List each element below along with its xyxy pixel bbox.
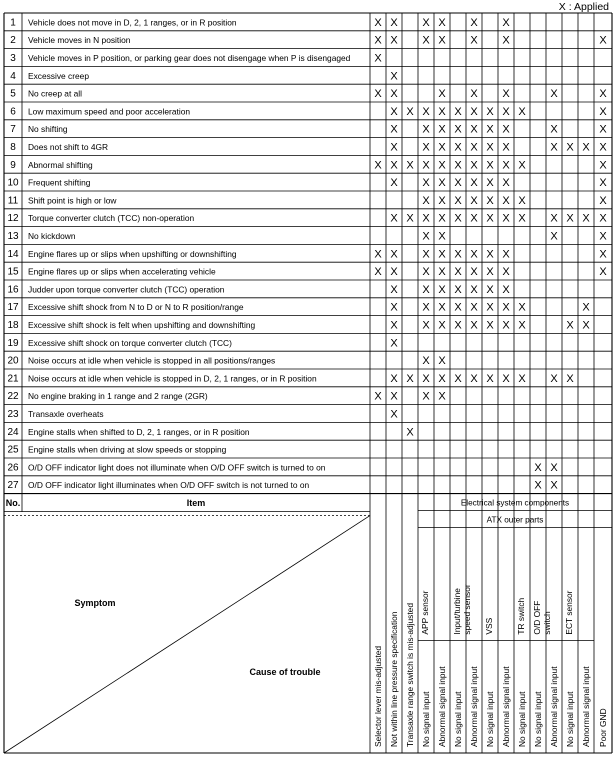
applied-mark: X — [390, 248, 398, 261]
row-number: 13 — [7, 231, 19, 242]
applied-mark: X — [502, 248, 510, 261]
applied-mark: X — [582, 141, 590, 154]
symptom-item-text: Judder upon torque converter clutch (TCC) operation — [28, 284, 225, 295]
applied-mark: X — [454, 212, 462, 225]
applied-mark: X — [502, 266, 510, 279]
symptom-item-text: Vehicle does not move in D, 2, 1 ranges, or in R position — [28, 17, 237, 28]
row-number: 22 — [7, 391, 19, 403]
atx-outer-parts-header: ATX outer parts — [486, 515, 544, 525]
applied-mark: X — [390, 123, 398, 136]
applied-mark: X — [438, 105, 446, 118]
applied-mark: X — [438, 319, 446, 332]
applied-mark: X — [390, 177, 398, 190]
applied-mark: X — [486, 301, 494, 314]
applied-mark: X — [550, 212, 558, 225]
applied-mark: X — [406, 212, 414, 225]
sensor-label: Input/turbine — [452, 588, 462, 635]
applied-mark: X — [454, 301, 462, 314]
applied-mark: X — [390, 34, 398, 47]
applied-mark: X — [502, 141, 510, 154]
row-number: 2 — [10, 35, 16, 47]
applied-mark: X — [406, 426, 414, 439]
cause-column-label: No signal input — [517, 691, 527, 747]
applied-mark: X — [438, 141, 446, 154]
electrical-components-header: Electrical system components — [460, 498, 570, 508]
symptom-item-text: Excessive shift shock from N to D or N to R position/range — [28, 302, 244, 313]
applied-mark: X — [390, 88, 398, 101]
applied-mark: X — [438, 212, 446, 225]
symptom-item-text: Abnormal shifting — [28, 159, 93, 170]
applied-mark: X — [438, 372, 446, 385]
symptom-item-text: Excessive shift shock on torque converter clutch (TCC) — [28, 337, 232, 348]
applied-mark: X — [502, 159, 510, 172]
row-number: 6 — [10, 106, 16, 118]
row-number: 26 — [7, 462, 19, 474]
applied-mark: X — [550, 479, 558, 492]
applied-mark: X — [470, 16, 478, 29]
applied-mark: X — [486, 194, 494, 207]
applied-mark: X — [422, 194, 430, 207]
applied-mark: X — [486, 248, 494, 261]
applied-mark: X — [374, 34, 382, 47]
applied-mark: X — [486, 177, 494, 190]
applied-mark: X — [422, 355, 430, 368]
applied-mark: X — [438, 34, 446, 47]
applied-mark: X — [550, 372, 558, 385]
applied-mark: X — [518, 194, 526, 207]
symptom-item-text: Noise occurs at idle when vehicle is stopped in D, 2, 1 ranges, or in R position — [28, 373, 317, 384]
symptom-item-text: Low maximum speed and poor acceleration — [28, 106, 191, 117]
applied-mark: X — [374, 390, 382, 403]
applied-mark: X — [438, 16, 446, 29]
row-number: 5 — [10, 88, 16, 100]
applied-mark: X — [486, 212, 494, 225]
applied-mark: X — [422, 266, 430, 279]
row-number: 14 — [7, 248, 19, 260]
applied-mark: X — [550, 141, 558, 154]
applied-mark: X — [454, 159, 462, 172]
applied-mark: X — [566, 372, 574, 385]
applied-mark: X — [454, 319, 462, 332]
row-number: 4 — [10, 70, 16, 82]
applied-mark: X — [502, 88, 510, 101]
row-number: 25 — [7, 444, 19, 456]
applied-mark: X — [374, 52, 382, 65]
applied-mark: X — [374, 16, 382, 29]
applied-mark: X — [438, 177, 446, 190]
applied-mark: X — [486, 283, 494, 296]
applied-mark: X — [470, 105, 478, 118]
applied-mark: X — [470, 141, 478, 154]
applied-mark: X — [599, 194, 607, 207]
applied-mark: X — [438, 159, 446, 172]
applied-mark: X — [486, 105, 494, 118]
applied-mark: X — [470, 159, 478, 172]
row-number: 21 — [7, 373, 19, 385]
row-number: 17 — [7, 302, 19, 314]
applied-mark: X — [454, 177, 462, 190]
applied-mark: X — [599, 248, 607, 261]
row-number: 10 — [7, 177, 19, 189]
applied-mark: X — [390, 301, 398, 314]
cause-column-label: No signal input — [565, 691, 575, 747]
applied-mark: X — [422, 283, 430, 296]
symptom-item-text: Engine flares up or slips when upshifting or downshifting — [28, 248, 237, 259]
applied-mark: X — [390, 141, 398, 154]
applied-mark: X — [422, 141, 430, 154]
applied-mark: X — [470, 212, 478, 225]
applied-mark: X — [390, 70, 398, 83]
applied-mark: X — [486, 159, 494, 172]
applied-mark: X — [599, 266, 607, 279]
applied-mark: X — [550, 88, 558, 101]
applied-mark: X — [550, 230, 558, 243]
row-number: 18 — [7, 320, 19, 331]
sensor-label: speed sensor — [462, 584, 472, 635]
cause-column-label: Poor GND — [598, 708, 608, 747]
applied-mark: X — [422, 230, 430, 243]
applied-mark: X — [599, 230, 607, 243]
symptom-item-text: Vehicle moves in N position — [28, 35, 131, 46]
applied-mark: X — [438, 194, 446, 207]
applied-mark: X — [502, 194, 510, 207]
applied-mark: X — [374, 159, 382, 172]
applied-mark: X — [518, 372, 526, 385]
applied-mark: X — [390, 372, 398, 385]
sensor-label: VSS — [484, 617, 494, 635]
symptom-item-text: Engine stalls when driving at slow speeds or stopping — [28, 444, 227, 455]
applied-mark: X — [422, 301, 430, 314]
applied-mark: X — [502, 283, 510, 296]
cause-column-label: Abnormal signal input — [549, 666, 559, 747]
symptom-item-text: Torque converter clutch (TCC) non-operation — [28, 213, 195, 224]
applied-mark: X — [438, 230, 446, 243]
applied-mark: X — [582, 212, 590, 225]
symptom-item-text: No engine braking in 1 range and 2 range (2GR) — [28, 391, 208, 402]
applied-mark: X — [390, 266, 398, 279]
applied-mark: X — [454, 123, 462, 136]
applied-mark: X — [422, 159, 430, 172]
symptom-item-text: Excessive creep — [28, 70, 89, 81]
applied-mark: X — [454, 248, 462, 261]
applied-mark: X — [518, 319, 526, 332]
symptom-item-text: O/D OFF indicator light does not illuminate when O/D OFF switch is turned to on — [28, 462, 326, 473]
cause-column-label: Abnormal signal input — [437, 666, 447, 747]
applied-mark: X — [518, 212, 526, 225]
applied-mark: X — [470, 88, 478, 101]
symptom-item-text: Engine flares up or slips when accelerating vehicle — [28, 266, 216, 277]
applied-mark: X — [486, 266, 494, 279]
applied-mark: X — [502, 123, 510, 136]
symptom-item-text: Engine stalls when shifted to D, 2, 1 ranges, or in R position — [28, 426, 250, 437]
applied-mark: X — [486, 372, 494, 385]
applied-mark: X — [470, 283, 478, 296]
row-number: 7 — [10, 124, 16, 136]
symptom-item-text: No shifting — [28, 124, 68, 135]
applied-mark: X — [438, 123, 446, 136]
applied-mark: X — [550, 123, 558, 136]
applied-mark: X — [390, 319, 398, 332]
applied-mark: X — [534, 479, 542, 492]
applied-mark: X — [486, 123, 494, 136]
symptom-item-text: Noise occurs at idle when vehicle is stopped in all positions/ranges — [28, 355, 276, 366]
cause-column-label: No signal input — [453, 691, 463, 747]
applied-mark: X — [422, 319, 430, 332]
applied-mark: X — [470, 34, 478, 47]
symptom-item-text: Does not shift to 4GR — [28, 142, 109, 152]
applied-mark: X — [518, 301, 526, 314]
applied-mark: X — [582, 301, 590, 314]
applied-mark: X — [454, 283, 462, 296]
applied-mark: X — [470, 266, 478, 279]
symptom-item-text: Excessive shift shock is felt when upshifting and downshifting — [28, 320, 256, 330]
row-number: 23 — [7, 409, 19, 420]
applied-mark: X — [438, 390, 446, 403]
applied-mark: X — [422, 390, 430, 403]
cause-column-label: Abnormal signal input — [581, 666, 591, 747]
applied-mark: X — [470, 372, 478, 385]
applied-mark: X — [390, 212, 398, 225]
symptom-item-text: Shift point is high or low — [28, 195, 117, 206]
applied-mark: X — [502, 105, 510, 118]
sensor-label: switch — [542, 611, 552, 635]
diagonal-split-line — [4, 516, 370, 753]
applied-mark: X — [406, 372, 414, 385]
cause-column-label: Selector lever mis-adjusted — [373, 645, 383, 747]
sensor-label: ECT sensor — [564, 590, 574, 635]
applied-mark: X — [454, 194, 462, 207]
row-number: 27 — [7, 480, 19, 492]
row-number: 12 — [7, 213, 19, 225]
applied-mark: X — [502, 212, 510, 225]
applied-mark: X — [502, 372, 510, 385]
applied-mark: X — [454, 141, 462, 154]
applied-mark: X — [422, 34, 430, 47]
applied-mark: X — [599, 212, 607, 225]
applied-mark: X — [599, 141, 607, 154]
applied-mark: X — [566, 319, 574, 332]
applied-mark: X — [438, 88, 446, 101]
applied-mark: X — [422, 248, 430, 261]
applied-mark: X — [502, 301, 510, 314]
applied-mark: X — [518, 105, 526, 118]
applied-mark: X — [599, 123, 607, 136]
sensor-label: TR switch — [516, 597, 526, 635]
applied-mark: X — [390, 390, 398, 403]
symptom-label: Symptom — [74, 598, 116, 608]
cause-column-label: Not within line pressure specification — [389, 611, 399, 747]
applied-mark: X — [486, 319, 494, 332]
applied-mark: X — [534, 461, 542, 474]
applied-mark: X — [438, 301, 446, 314]
applied-mark: X — [599, 105, 607, 118]
symptom-item-text: No kickdown — [28, 231, 76, 241]
applied-mark: X — [454, 266, 462, 279]
cause-column-label: No signal input — [533, 691, 543, 747]
applied-mark: X — [566, 212, 574, 225]
row-number: 15 — [7, 266, 19, 278]
applied-mark: X — [582, 319, 590, 332]
applied-mark: X — [599, 159, 607, 172]
no-header: No. — [5, 498, 21, 509]
row-number: 8 — [10, 142, 16, 153]
applied-mark: X — [502, 34, 510, 47]
applied-mark: X — [422, 105, 430, 118]
applied-mark: X — [599, 88, 607, 101]
applied-mark: X — [406, 105, 414, 118]
row-number: 1 — [10, 17, 16, 29]
cause-column-label: Abnormal signal input — [501, 666, 511, 747]
applied-mark: X — [502, 177, 510, 190]
row-number: 16 — [7, 284, 19, 296]
applied-mark: X — [486, 141, 494, 154]
applied-mark: X — [470, 123, 478, 136]
applied-mark: X — [470, 194, 478, 207]
applied-mark: X — [502, 319, 510, 332]
symptom-item-text: Vehicle moves in P position, or parking gear does not disengage when P is disengaged — [28, 53, 351, 63]
applied-mark: X — [518, 159, 526, 172]
row-number: 11 — [7, 195, 19, 207]
row-number: 20 — [7, 355, 19, 367]
row-number: 3 — [10, 53, 16, 64]
applied-mark: X — [390, 408, 398, 421]
applied-mark: X — [422, 16, 430, 29]
cause-column-label: Transaxle range switch is mis-adjusted — [405, 603, 415, 747]
symptom-item-text: O/D OFF indicator light illuminates when O/D OFF switch is not turned to on — [28, 480, 310, 491]
symptom-item-text: Frequent shifting — [28, 177, 91, 188]
applied-mark: X — [406, 159, 414, 172]
applied-mark: X — [390, 159, 398, 172]
row-number: 9 — [10, 159, 16, 171]
applied-mark: X — [566, 141, 574, 154]
sensor-label: APP sensor — [420, 590, 430, 635]
applied-mark: X — [374, 88, 382, 101]
applied-mark: X — [422, 123, 430, 136]
applied-mark: X — [422, 212, 430, 225]
applied-mark: X — [374, 266, 382, 279]
applied-mark: X — [599, 34, 607, 47]
applied-mark: X — [422, 372, 430, 385]
applied-mark: X — [550, 461, 558, 474]
applied-mark: X — [390, 105, 398, 118]
row-number: 24 — [7, 426, 19, 438]
symptom-item-text: No creep at all — [28, 88, 82, 99]
applied-mark: X — [454, 105, 462, 118]
applied-mark: X — [438, 266, 446, 279]
applied-mark: X — [470, 177, 478, 190]
applied-mark: X — [502, 16, 510, 29]
applied-mark: X — [470, 248, 478, 261]
applied-mark: X — [374, 248, 382, 261]
legend: X : Applied — [558, 1, 609, 13]
item-header: Item — [186, 498, 206, 509]
applied-mark: X — [390, 283, 398, 296]
row-number: 19 — [7, 337, 19, 349]
applied-mark: X — [454, 372, 462, 385]
cause-of-trouble-label: Cause of trouble — [249, 667, 321, 677]
applied-mark: X — [390, 337, 398, 350]
applied-mark: X — [438, 355, 446, 368]
applied-mark: X — [438, 248, 446, 261]
applied-mark: X — [470, 319, 478, 332]
sensor-label: O/D OFF — [532, 600, 542, 635]
applied-mark: X — [422, 177, 430, 190]
applied-mark: X — [470, 301, 478, 314]
cause-column-label: No signal input — [421, 691, 431, 747]
cause-column-label: No signal input — [485, 691, 495, 747]
cause-column-label: Abnormal signal input — [469, 666, 479, 747]
symptom-item-text: Transaxle overheats — [28, 409, 104, 419]
applied-mark: X — [390, 16, 398, 29]
applied-mark: X — [438, 283, 446, 296]
applied-mark: X — [599, 177, 607, 190]
